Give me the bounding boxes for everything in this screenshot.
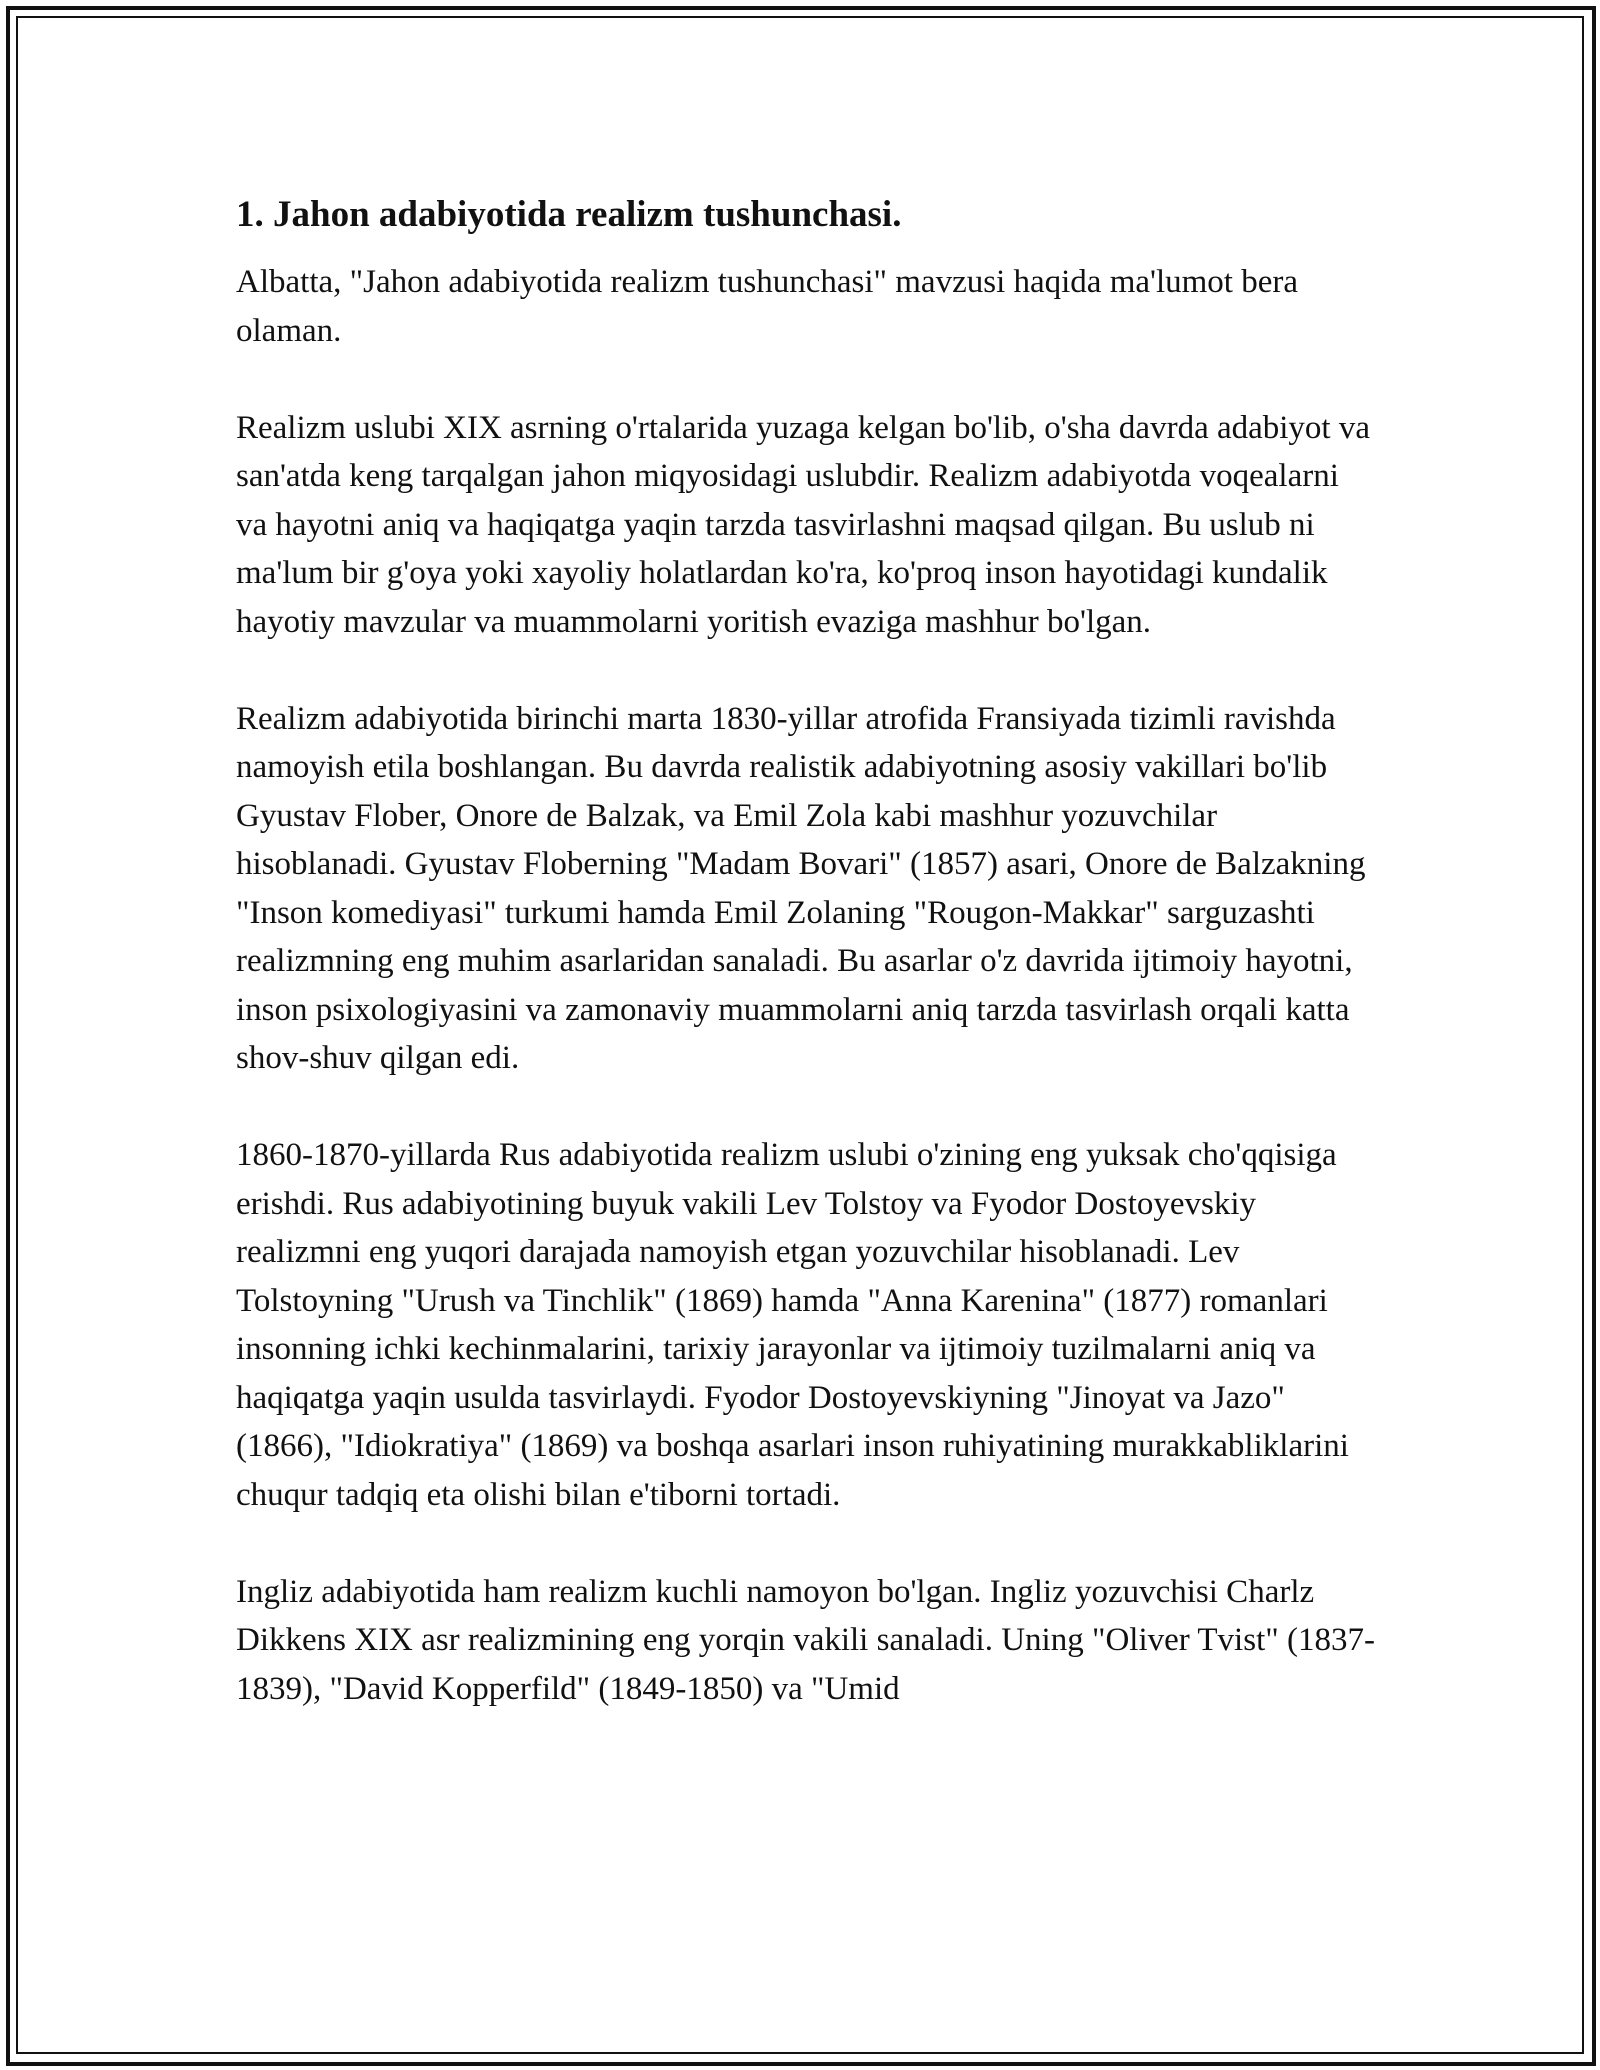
- paragraph-russian-realism: 1860-1870-yillarda Rus adabiyotida realizm uslubi o'zining eng yuksak cho'qqisiga erishdi. Rus adabiyotining buyuk vakili Lev Tolstoy va Fyodor Dostoyevskiy realizmni eng yuqori darajada namoyish etgan yozuvchilar hisoblanadi. Lev Tolstoyning "Urush va Tinchlik" (1869) hamda "Anna Karenina" (1877) romanlari insonning ichki kechinmalarini, tarixiy jarayonlar va ijtimoiy tuzilmalarni aniq va haqiqatga yaqin usulda tasvirlaydi. Fyodor Dostoyevskiyning "Jinoyat va Jazo" (1866), "Idiokratiya" (1869) va boshqa asarlari inson ruhiyatining murakkabliklarini chuqur tadqiq eta olishi bilan e'tiborni tortadi.: [236, 1137, 1349, 1513]
- paragraph-intro: Albatta, "Jahon adabiyotida realizm tushunchasi" mavzusi haqida ma'lumot bera olaman.: [236, 264, 1298, 349]
- paragraph-french-realism: Realizm adabiyotida birinchi marta 1830-yillar atrofida Fransiyada tizimli ravishda namoyish etila boshlangan. Bu davrda realistik adabiyotning asosiy vakillari bo'lib Gyustav Flober, Onore de Balzak, va Emil Zola kabi mashhur yozuvchilar hisoblanadi. Gyustav Floberning "Madam Bovari" (1857) asari, Onore de Balzakning "Inson komediyasi" turkumi hamda Emil Zolaning "Rougon-Makkar" sarguzashti realizmning eng muhim asarlaridan sanaladi. Bu asarlar o'z davrida ijtimoiy hayotni, inson psixologiyasini va zamonaviy muammolarni aniq tarzda tasvirlash orqali katta shov-shuv qilgan edi.: [236, 700, 1366, 1076]
- document-page: [236, 186, 1376, 1762]
- paragraph-english-realism: Ingliz adabiyotida ham realizm kuchli namoyon bo'lgan. Ingliz yozuvchisi Charlz Dikkens XIX asr realizmining eng yorqin vakili sanaladi. Uning "Oliver Tvist" (1837-1839), "David Kopperfild" (1849-1850) va "Umid: [236, 1573, 1375, 1707]
- paragraph-realism-definition: Realizm uslubi XIX asrning o'rtalarida yuzaga kelgan bo'lib, o'sha davrda adabiyot va san'atda keng tarqalgan jahon miqyosidagi uslubdir. Realizm adabiyotda voqealarni va hayotni aniq va haqiqatga yaqin tarzda tasvirlashni maqsad qilgan. Bu uslub ni ma'lum bir g'oya yoki xayoliy holatlardan ko'ra, ko'proq inson hayotidagi kundalik hayotiy mavzular va muammolarni yoritish evaziga mashhur bo'lgan.: [236, 409, 1370, 640]
- document-title: 1. Jahon adabiyotida realizm tushunchasi.: [236, 194, 902, 235]
